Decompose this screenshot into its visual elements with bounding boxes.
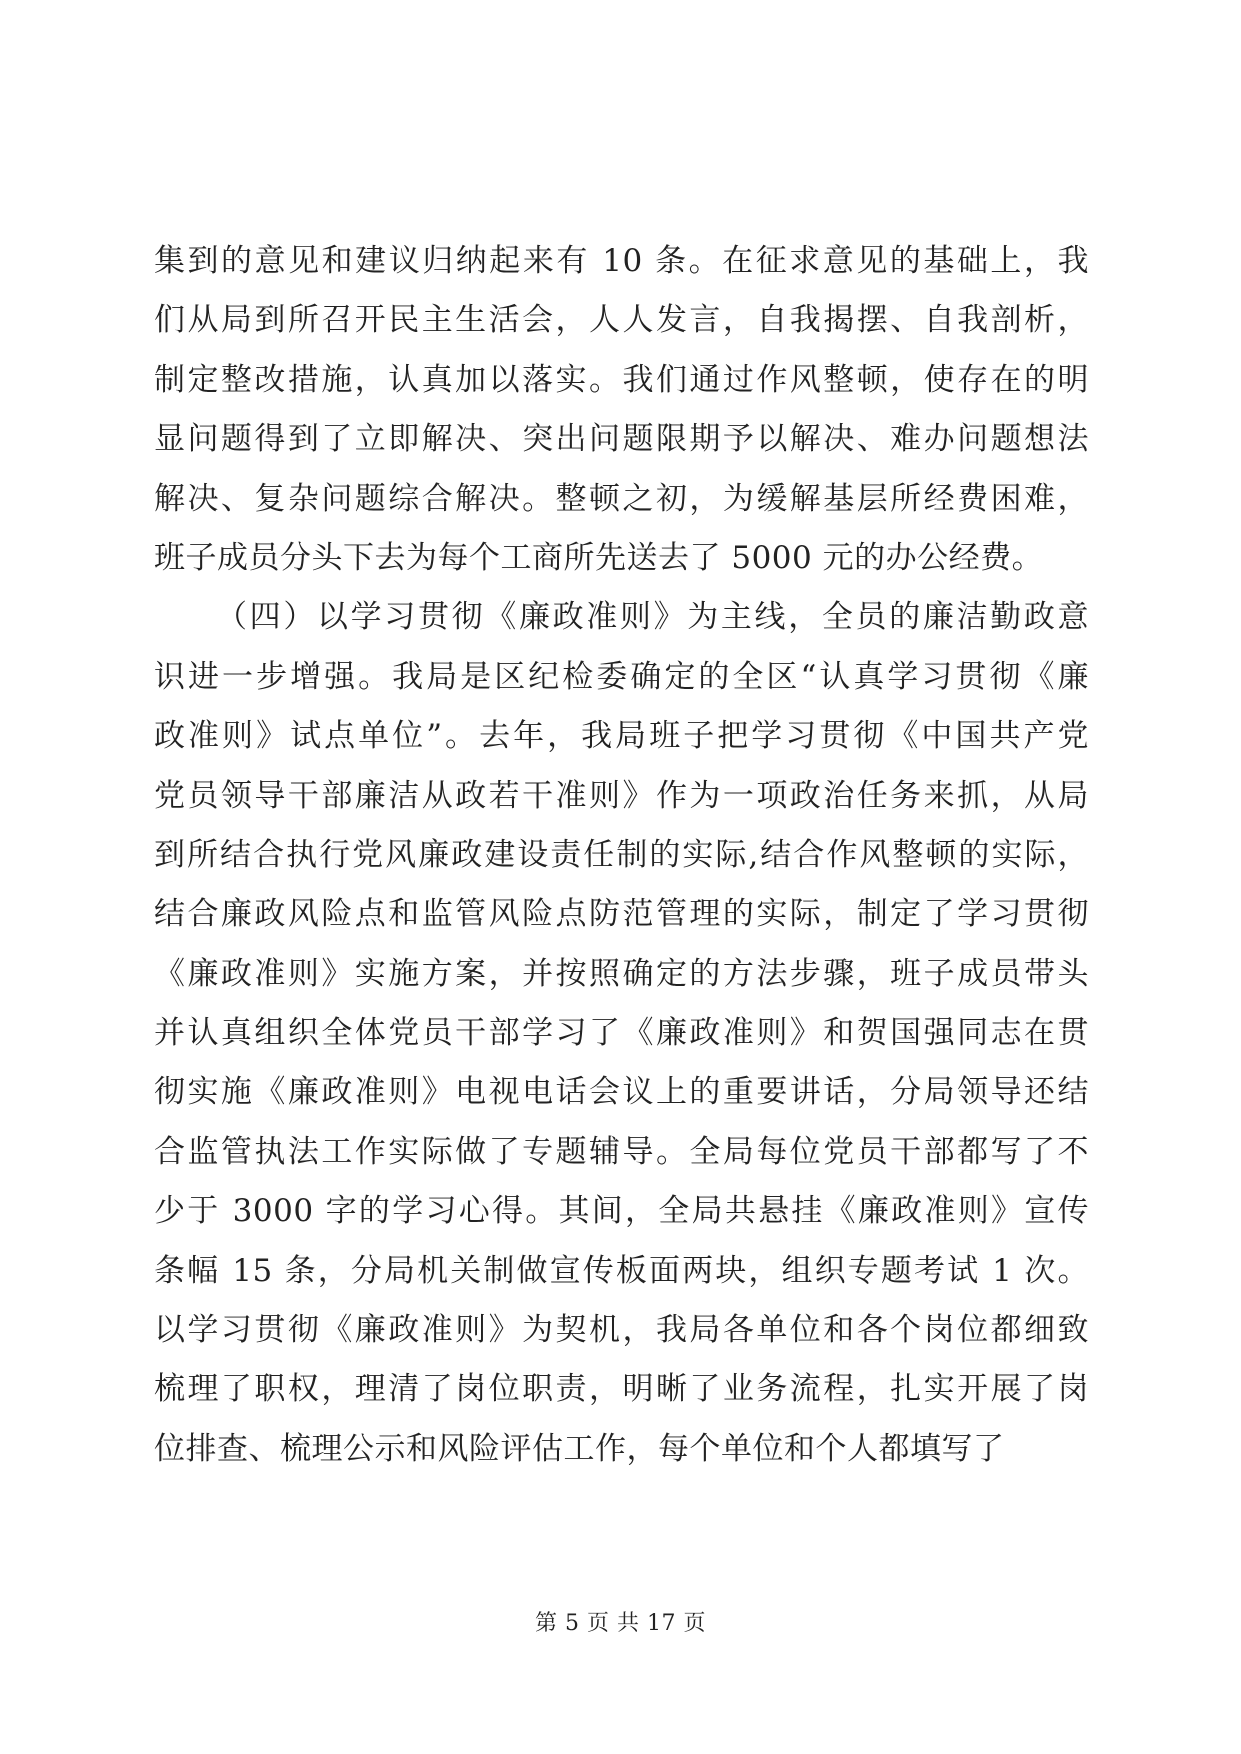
text-line: 们从局到所召开民主生活会，人人发言，自我揭摆、自我剖析， [154,302,1089,339]
text-line: 《廉政准则》实施方案，并按照确定的方法步骤，班子成员带头 [154,955,1089,992]
text-line: 梳理了职权，理清了岗位职责，明晰了业务流程，扎实开展了岗 [154,1371,1089,1408]
paragraph-start-line: （四）以学习贯彻《廉政准则》为主线，全员的廉洁勤政意 [216,599,1089,636]
text-line: 制定整改措施，认真加以落实。我们通过作风整顿，使存在的明 [154,361,1089,398]
text-line: 以学习贯彻《廉政准则》为契机，我局各单位和各个岗位都细致 [154,1312,1089,1349]
text-line: 并认真组织全体党员干部学习了《廉政准则》和贺国强同志在贯 [154,1015,1089,1052]
text-line: 班子成员分头下去为每个工商所先送去了 5000 元的办公经费。 [154,539,1044,576]
text-line: 合监管执法工作实际做了专题辅导。全局每位党员干部都写了不 [154,1133,1089,1170]
text-line: 识进一步增强。我局是区纪检委确定的全区“认真学习贯彻《廉 [154,658,1089,695]
text-line: 集到的意见和建议归纳起来有 10 条。在征求意见的基础上，我 [154,243,1089,279]
text-line: 位排查、梳理公示和风险评估工作，每个单位和个人都填写了 [154,1430,1005,1467]
text-line: 条幅 15 条，分局机关制做宣传板面两块，组织专题考试 1 次。 [154,1252,1089,1289]
text-line: 政准则》试点单位”。去年，我局班子把学习贯彻《中国共产党 [154,718,1089,755]
text-line: 解决、复杂问题综合解决。整顿之初，为缓解基层所经费困难， [154,480,1089,517]
body-text [154,232,1089,1479]
text-line: 彻实施《廉政准则》电视电话会议上的重要讲话，分局领导还结 [154,1074,1089,1111]
text-line: 显问题得到了立即解决、突出问题限期予以解决、难办问题想法 [154,421,1089,458]
text-line: 党员领导干部廉洁从政若干准则》作为一项政治任务来抓，从局 [154,777,1089,814]
page-number-footer: 第 5 页 共 17 页 [535,1611,706,1636]
text-line: 到所结合执行党风廉政建设责任制的实际,结合作风整顿的实际， [154,836,1089,873]
text-line: 结合廉政风险点和监管风险点防范管理的实际，制定了学习贯彻 [154,896,1089,933]
text-line: 少于 3000 字的学习心得。其间，全局共悬挂《廉政准则》宣传 [154,1193,1089,1230]
